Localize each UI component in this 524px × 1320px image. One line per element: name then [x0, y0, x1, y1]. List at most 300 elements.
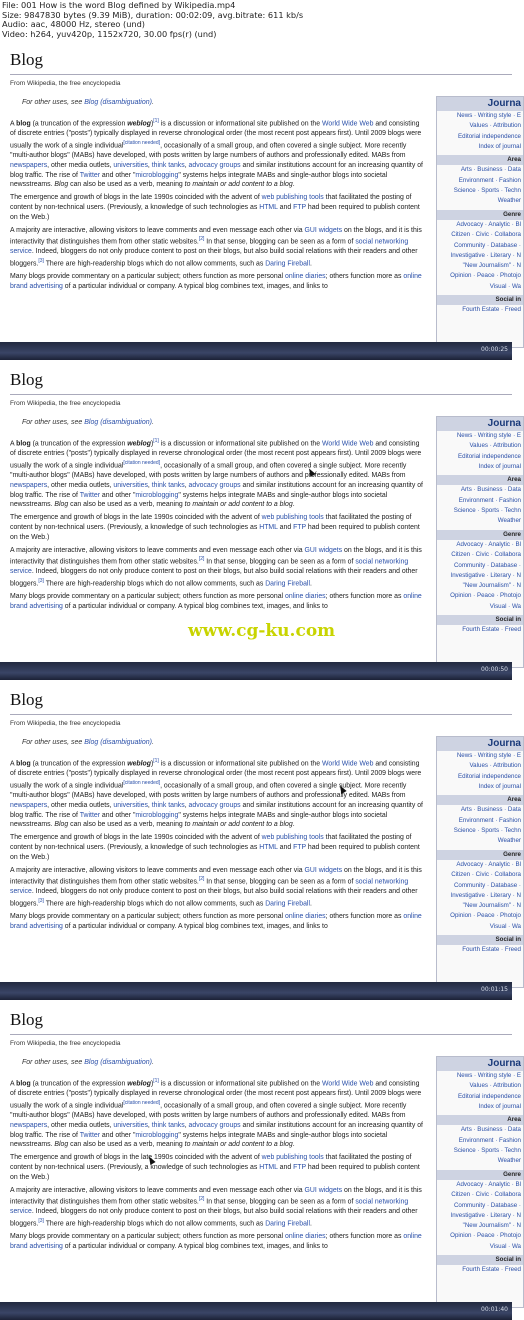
- link-daring-fireball[interactable]: Daring Fireball: [265, 260, 310, 268]
- text: had been required to publish content on the Web.): [10, 203, 420, 221]
- text: (a truncation of the expression: [30, 120, 128, 128]
- citation-link[interactable]: [1]: [153, 758, 159, 764]
- infobox-links[interactable]: Weather: [497, 1157, 521, 1165]
- link-online-brand-advertising[interactable]: online brand advertising: [10, 1233, 422, 1251]
- text: ): [150, 760, 154, 768]
- link-online-diaries[interactable]: online diaries: [285, 1233, 326, 1241]
- infobox-links[interactable]: Advocacy · Analytic · Bl: [456, 860, 521, 868]
- text: In that sense, blogging can be seen as a form of: [204, 238, 356, 246]
- link-daring-fireball[interactable]: Daring Fireball: [265, 580, 310, 588]
- hatnote-text: For other uses, see: [22, 1059, 85, 1066]
- link-think-tanks[interactable]: think tanks: [151, 481, 185, 489]
- text: There are high-readership blogs which do not allow comments, such as: [43, 1220, 266, 1228]
- infobox-links[interactable]: Editorial independence: [458, 452, 521, 460]
- journalism-infobox: [436, 96, 524, 348]
- text: is a discussion or informational site published on the: [158, 440, 322, 448]
- infobox-links[interactable]: Community · Database ·: [453, 1201, 521, 1209]
- infobox-links[interactable]: Opinion · Peace · Photojo: [450, 1232, 521, 1240]
- link-web-publishing-tools[interactable]: web publishing tools: [261, 194, 324, 202]
- text: .: [310, 900, 312, 908]
- journalism-infobox: [436, 416, 524, 668]
- audio-info-line: Audio: aac, 48000 Hz, stereo (und): [2, 19, 145, 30]
- text: .: [310, 260, 312, 268]
- text: Many blogs provide commentary on a particular subject; others function as more personal: [10, 593, 285, 601]
- text: A: [10, 120, 17, 128]
- infobox-section-genres: Genre: [437, 530, 523, 540]
- text: Many blogs provide commentary on a particular subject; others function as more personal: [10, 1233, 285, 1241]
- infobox-section-areas: Area: [437, 475, 523, 485]
- italic-phrase: to maintain or add content to a blog: [184, 1141, 293, 1149]
- article-body: [10, 437, 426, 615]
- citation-link[interactable]: [2]: [198, 236, 205, 243]
- infobox-links[interactable]: "New Journalism" · N: [462, 262, 521, 270]
- paragraph-4: [10, 1232, 426, 1252]
- citation-link[interactable]: [1]: [153, 118, 159, 124]
- text: .: [292, 501, 295, 509]
- infobox-title: Journa: [437, 737, 523, 751]
- text: can also be used as a verb, meaning: [68, 1141, 185, 1149]
- link-html[interactable]: HTML: [259, 203, 278, 211]
- infobox-links[interactable]: Science · Sports · Techn: [453, 827, 521, 835]
- text: A: [10, 760, 17, 768]
- text: In that sense, blogging can be seen as a form of: [204, 878, 356, 886]
- link-universities[interactable]: universities: [113, 801, 148, 809]
- link-newspapers[interactable]: newspapers: [10, 481, 48, 489]
- infobox-links[interactable]: Advocacy · Analytic · Bl: [456, 540, 521, 548]
- text: The emergence and growth of blogs in the late 1990s coincided with the advent of: [10, 834, 262, 842]
- text: The emergence and growth of blogs in the late 1990s coincided with the advent of: [10, 194, 262, 202]
- infobox-links[interactable]: Community · Database ·: [453, 241, 521, 249]
- video-frame-2: [0, 360, 521, 680]
- paragraph-2: [10, 193, 426, 222]
- infobox-links[interactable]: Values · Attribution: [469, 1082, 521, 1090]
- page-title: Blog: [10, 690, 44, 709]
- infobox-section-social: Social in: [437, 935, 523, 945]
- video-frame-bar: [0, 1302, 512, 1320]
- infobox-links[interactable]: News · Writing style · E: [456, 112, 521, 119]
- infobox-links[interactable]: Environment · Fashion: [458, 1136, 521, 1144]
- watermark: www.cg-ku.com: [188, 621, 336, 641]
- journalism-infobox: [436, 1056, 524, 1308]
- infobox-title: Journa: [437, 97, 523, 111]
- text: that facilitated the posting of content by non-technical users. (Previously, a knowledge of such technologies as: [10, 514, 412, 531]
- infobox-links[interactable]: Opinion · Peace · Photojo: [450, 272, 521, 280]
- link-microblogging[interactable]: microblogging: [135, 811, 179, 819]
- infobox-links[interactable]: Editorial independence: [458, 1092, 521, 1100]
- italic-term: Blog: [54, 181, 69, 189]
- title-divider: [10, 74, 512, 75]
- infobox-links[interactable]: Investigative · Literary · N: [450, 891, 521, 899]
- text: , occasionally of a small group, and often covered a single subject. More recently "multi-author blogs" (MABs) have developed, with posts written by large numbers of authors and professionally edited. MABs from: [10, 462, 407, 479]
- link-web-publishing-tools[interactable]: web publishing tools: [261, 1154, 324, 1162]
- text: In that sense, blogging can be seen as a form of: [204, 558, 356, 566]
- infobox-links[interactable]: Values · Attribution: [469, 762, 521, 770]
- text: is a discussion or informational site published on the: [158, 1080, 322, 1088]
- infobox-links[interactable]: News · Writing style · E: [456, 752, 521, 759]
- text: A majority are interactive, allowing visitors to leave comments and even message each other via: [10, 226, 305, 234]
- link-universities[interactable]: universities: [113, 161, 148, 169]
- timestamp: 00:01:15: [481, 986, 508, 993]
- link-universities[interactable]: universities: [113, 481, 148, 489]
- timestamp: 00:01:40: [481, 1306, 508, 1313]
- infobox-links[interactable]: Editorial independence: [458, 772, 521, 780]
- infobox-links[interactable]: Visual · Wa: [489, 282, 521, 290]
- text: and other ": [100, 1131, 136, 1139]
- text: of a particular individual or company. A typical blog combines text, images, and links to: [62, 283, 328, 291]
- file-info-header: [0, 0, 512, 40]
- link-web-publishing-tools[interactable]: web publishing tools: [261, 834, 324, 842]
- infobox-section-social: Social in: [437, 295, 523, 305]
- infobox-links[interactable]: Index of journal: [478, 782, 521, 790]
- text: and: [277, 843, 294, 851]
- text: ): [150, 120, 154, 128]
- infobox-links[interactable]: "New Journalism" · N: [462, 902, 521, 910]
- infobox-links[interactable]: Index of journal: [478, 1102, 521, 1110]
- timestamp: 00:00:50: [481, 666, 508, 673]
- text: of a particular individual or company. A typical blog combines text, images, and links to: [62, 923, 328, 931]
- infobox-section-genres: Genre: [437, 850, 523, 860]
- text: had been required to publish content on the Web.): [10, 523, 420, 541]
- link-think-tanks[interactable]: think tanks: [151, 1121, 185, 1129]
- text: .: [292, 1141, 295, 1149]
- paragraph-1: [10, 757, 426, 830]
- journalism-infobox: [436, 736, 524, 988]
- text: . Indeed, bloggers do not only produce content to post on their blogs, but also build social relations with their readers and other bloggers.: [10, 568, 418, 588]
- infobox-links[interactable]: Investigative · Literary · N: [450, 1211, 521, 1219]
- wikipedia-page: [0, 360, 521, 662]
- hatnote-text: For other uses, see: [22, 419, 85, 426]
- text: (a truncation of the expression: [30, 1080, 128, 1088]
- paragraph-3: [10, 226, 426, 270]
- title-divider: [10, 394, 512, 395]
- citation-link[interactable]: [2]: [198, 1196, 205, 1203]
- citation-needed[interactable]: [citation needed]: [123, 139, 161, 146]
- infobox-links[interactable]: Citizen · Civic · Collabora: [451, 231, 521, 239]
- infobox-title: Journa: [437, 417, 523, 431]
- text: on the blogs, and it is this interactivity that distinguishes them from other static websites.: [10, 1186, 422, 1206]
- citation-link[interactable]: [2]: [198, 876, 205, 883]
- infobox-title: Journa: [437, 1057, 523, 1071]
- video-info-line: Video: h264, yuv420p, 1152x720, 30.00 fps(r) (und): [2, 28, 217, 39]
- link-advocacy-groups[interactable]: advocacy groups: [188, 481, 241, 489]
- link-daring-fireball[interactable]: Daring Fireball: [265, 900, 310, 908]
- link-think-tanks[interactable]: think tanks: [151, 161, 185, 169]
- text: and similar institutions account for an increasing quantity of blog traffic. The rise of: [10, 481, 423, 499]
- text: , other media outlets,: [47, 801, 114, 809]
- link-twitter[interactable]: Twitter: [79, 1131, 101, 1139]
- link-social-networking-service[interactable]: social networking service: [10, 1198, 409, 1216]
- link-gui[interactable]: GUI: [304, 866, 317, 874]
- link-world-wide-web[interactable]: World Wide Web: [321, 440, 374, 448]
- timestamp: 00:00:25: [481, 346, 508, 353]
- link-ftp[interactable]: FTP: [293, 843, 306, 851]
- link-microblogging[interactable]: microblogging: [135, 171, 179, 179]
- text: In that sense, blogging can be seen as a form of: [204, 1198, 356, 1206]
- video-frame-1: [0, 40, 521, 360]
- link-widgets[interactable]: widgets: [318, 1186, 343, 1194]
- link-social-networking-service[interactable]: social networking service: [10, 238, 409, 256]
- paragraph-1: [10, 117, 426, 190]
- article-body: [10, 1077, 426, 1255]
- text: " systems helps integrate MABs and single-author blogs into societal newsstreams.: [10, 811, 388, 829]
- text: ,: [184, 161, 189, 169]
- infobox-links[interactable]: Visual · Wa: [489, 602, 521, 610]
- text: . Indeed, bloggers do not only produce content to post on their blogs, but also build social relations with their readers and other bloggers.: [10, 248, 418, 268]
- text: ): [150, 1080, 154, 1088]
- wikipedia-page: [0, 40, 521, 342]
- bold-term: blog: [16, 440, 31, 448]
- wikipedia-page: [0, 680, 521, 982]
- infobox-links[interactable]: Fourth Estate · Freed: [462, 946, 521, 954]
- infobox-links[interactable]: Weather: [497, 197, 521, 205]
- text: ,: [147, 1121, 152, 1129]
- link-newspapers[interactable]: newspapers: [10, 1121, 48, 1129]
- infobox-links[interactable]: Science · Sports · Techn: [453, 507, 521, 515]
- paragraph-2: [10, 833, 426, 862]
- text: " systems helps integrate MABs and single-author blogs into societal newsstreams.: [10, 491, 388, 509]
- italic-term: Blog: [54, 821, 69, 829]
- infobox-links[interactable]: Investigative · Literary · N: [450, 251, 521, 259]
- hatnote: [22, 1059, 154, 1066]
- infobox-links[interactable]: Fourth Estate · Freed: [462, 626, 521, 634]
- paragraph-3: [10, 866, 426, 910]
- text: , occasionally of a small group, and often covered a single subject. More recently "multi-author blogs" (MABs) have developed, with posts written by large numbers of authors and professionally edited. MABs from: [10, 782, 407, 799]
- paragraph-4: [10, 592, 426, 612]
- link-microblogging[interactable]: microblogging: [135, 1131, 179, 1139]
- link-advocacy-groups[interactable]: advocacy groups: [188, 801, 241, 809]
- hatnote-period: .: [151, 419, 154, 426]
- link-online-diaries[interactable]: online diaries: [285, 593, 326, 601]
- text: , occasionally of a small group, and often covered a single subject. More recently "multi-author blogs" (MABs) have developed, with posts written by large numbers of authors and professionally edited. MABs from: [10, 1102, 407, 1119]
- text: and other ": [100, 811, 136, 819]
- link-online-diaries[interactable]: online diaries: [285, 273, 326, 281]
- citation-needed[interactable]: [citation needed]: [123, 779, 161, 786]
- infobox-links[interactable]: Visual · Wa: [489, 922, 521, 930]
- text: of a particular individual or company. A typical blog combines text, images, and links to: [62, 1243, 328, 1251]
- text: , other media outlets,: [47, 161, 114, 169]
- infobox-links[interactable]: Fourth Estate · Freed: [462, 306, 521, 314]
- wikipedia-page: [0, 1000, 521, 1302]
- link-gui[interactable]: GUI: [304, 1186, 317, 1194]
- link-ftp[interactable]: FTP: [293, 1163, 306, 1171]
- title-divider: [10, 714, 512, 715]
- citation-link[interactable]: [2]: [198, 556, 205, 563]
- bold-italic-term: weblog: [127, 440, 151, 448]
- hatnote: [22, 419, 154, 426]
- infobox-links[interactable]: Advocacy · Analytic · Bl: [456, 220, 521, 228]
- link-universities[interactable]: universities: [113, 1121, 148, 1129]
- text: can also be used as a verb, meaning: [68, 821, 185, 829]
- link-microblogging[interactable]: microblogging: [135, 491, 179, 499]
- citation-needed[interactable]: [citation needed]: [123, 459, 161, 466]
- infobox-links[interactable]: Editorial independence: [458, 132, 521, 140]
- link-widgets[interactable]: widgets: [318, 226, 343, 234]
- link-world-wide-web[interactable]: World Wide Web: [321, 760, 374, 768]
- link-twitter[interactable]: Twitter: [79, 811, 101, 819]
- infobox-links[interactable]: Weather: [497, 837, 521, 845]
- text: on the blogs, and it is this interactivity that distinguishes them from other static websites.: [10, 226, 422, 246]
- infobox-links[interactable]: News · Writing style · E: [456, 1072, 521, 1079]
- text: and similar institutions account for an increasing quantity of blog traffic. The rise of: [10, 1121, 423, 1139]
- paragraph-4: [10, 912, 426, 932]
- text: A majority are interactive, allowing visitors to leave comments and even message each other via: [10, 546, 305, 554]
- link-gui[interactable]: GUI: [304, 546, 317, 554]
- infobox-links[interactable]: Investigative · Literary · N: [450, 571, 521, 579]
- infobox-links[interactable]: Science · Sports · Techn: [453, 187, 521, 195]
- text: and similar institutions account for an increasing quantity of blog traffic. The rise of: [10, 161, 423, 179]
- tagline: From Wikipedia, the free encyclopedia: [10, 720, 121, 727]
- infobox-links[interactable]: Weather: [497, 517, 521, 525]
- citation-link[interactable]: [3]: [38, 1218, 44, 1225]
- infobox-links[interactable]: "New Journalism" · N: [462, 582, 521, 590]
- text: that facilitated the posting of content by non-technical users. (Previously, a knowledge of such technologies as: [10, 834, 412, 851]
- disambiguation-link[interactable]: Blog (disambiguation): [84, 419, 152, 426]
- hatnote: [22, 739, 154, 746]
- infobox-links[interactable]: Fourth Estate · Freed: [462, 1266, 521, 1274]
- video-frame-3: [0, 680, 521, 1000]
- text: ,: [147, 481, 152, 489]
- infobox-section-genres: Genre: [437, 210, 523, 220]
- tagline: From Wikipedia, the free encyclopedia: [10, 80, 121, 87]
- link-social-networking-service[interactable]: social networking service: [10, 878, 409, 896]
- text: and consisting of discrete entries ("posts") typically displayed in reverse chronological order (the most recent post appears first). Until 2009 blogs were usually the work of a single individual: [10, 440, 422, 470]
- text: ,: [184, 1121, 189, 1129]
- bold-term: blog: [16, 760, 31, 768]
- citation-needed[interactable]: [citation needed]: [123, 1099, 161, 1106]
- text: (a truncation of the expression: [30, 760, 128, 768]
- bold-term: blog: [16, 120, 31, 128]
- text: and: [277, 523, 294, 531]
- text: ,: [147, 161, 152, 169]
- text: had been required to publish content on the Web.): [10, 1163, 420, 1181]
- infobox-links[interactable]: News · Writing style · E: [456, 432, 521, 439]
- text: Many blogs provide commentary on a particular subject; others function as more personal: [10, 913, 285, 921]
- italic-phrase: to maintain or add content to a blog: [184, 821, 293, 829]
- text: There are high-readership blogs which do not allow comments, such as: [43, 900, 266, 908]
- text: on the blogs, and it is this interactivity that distinguishes them from other static websites.: [10, 546, 422, 566]
- text: ; others function more as: [325, 913, 404, 921]
- article-body: [10, 757, 426, 935]
- text: of a particular individual or company. A typical blog combines text, images, and links to: [62, 603, 328, 611]
- citation-link[interactable]: [3]: [38, 258, 44, 265]
- text: ; others function more as: [325, 273, 404, 281]
- italic-term: Blog: [54, 1141, 69, 1149]
- citation-link[interactable]: [3]: [38, 898, 44, 905]
- text: The emergence and growth of blogs in the late 1990s coincided with the advent of: [10, 1154, 262, 1162]
- link-ftp[interactable]: FTP: [293, 203, 306, 211]
- paragraph-1: [10, 1077, 426, 1150]
- hatnote-period: .: [151, 1059, 154, 1066]
- infobox-links[interactable]: Opinion · Peace · Photojo: [450, 912, 521, 920]
- infobox-links[interactable]: Arts · Business · Data: [460, 806, 521, 814]
- infobox-links[interactable]: Arts · Business · Data: [460, 166, 521, 174]
- infobox-section-areas: Area: [437, 795, 523, 805]
- link-social-networking-service[interactable]: social networking service: [10, 558, 409, 576]
- text: .: [310, 580, 312, 588]
- paragraph-3: [10, 1186, 426, 1230]
- link-twitter[interactable]: Twitter: [79, 491, 101, 499]
- link-world-wide-web[interactable]: World Wide Web: [321, 120, 374, 128]
- infobox-links[interactable]: Citizen · Civic · Collabora: [451, 871, 521, 879]
- link-world-wide-web[interactable]: World Wide Web: [321, 1080, 374, 1088]
- link-newspapers[interactable]: newspapers: [10, 801, 48, 809]
- infobox-links[interactable]: Values · Attribution: [469, 122, 521, 130]
- disambiguation-link[interactable]: Blog (disambiguation): [84, 99, 152, 106]
- link-think-tanks[interactable]: think tanks: [151, 801, 185, 809]
- infobox-links[interactable]: "New Journalism" · N: [462, 1222, 521, 1230]
- infobox-links[interactable]: Arts · Business · Data: [460, 1126, 521, 1134]
- link-online-brand-advertising[interactable]: online brand advertising: [10, 273, 422, 291]
- link-advocacy-groups[interactable]: advocacy groups: [188, 1121, 241, 1129]
- citation-link[interactable]: [1]: [153, 438, 159, 444]
- link-online-brand-advertising[interactable]: online brand advertising: [10, 913, 422, 931]
- infobox-section-areas: Area: [437, 155, 523, 165]
- infobox-links[interactable]: Visual · Wa: [489, 1242, 521, 1250]
- infobox-links[interactable]: Values · Attribution: [469, 442, 521, 450]
- text: and other ": [100, 171, 136, 179]
- infobox-links[interactable]: Arts · Business · Data: [460, 486, 521, 494]
- paragraph-1: [10, 437, 426, 510]
- infobox-links[interactable]: Citizen · Civic · Collabora: [451, 551, 521, 559]
- infobox-links[interactable]: Citizen · Civic · Collabora: [451, 1191, 521, 1199]
- link-online-brand-advertising[interactable]: online brand advertising: [10, 593, 422, 611]
- text: can also be used as a verb, meaning: [68, 181, 185, 189]
- hatnote-period: .: [151, 99, 154, 106]
- link-html[interactable]: HTML: [259, 843, 278, 851]
- link-advocacy-groups[interactable]: advocacy groups: [188, 161, 241, 169]
- link-web-publishing-tools[interactable]: web publishing tools: [261, 514, 324, 522]
- link-daring-fireball[interactable]: Daring Fireball: [265, 1220, 310, 1228]
- link-gui[interactable]: GUI: [304, 226, 317, 234]
- text: .: [310, 1220, 312, 1228]
- citation-link[interactable]: [3]: [38, 578, 44, 585]
- file-name-line: File: 001 How is the word Blog defined by Wikipedia.mp4: [2, 0, 236, 10]
- infobox-links[interactable]: Environment · Fashion: [458, 496, 521, 504]
- paragraph-4: [10, 272, 426, 292]
- link-html[interactable]: HTML: [259, 523, 278, 531]
- infobox-links[interactable]: Community · Database ·: [453, 881, 521, 889]
- link-widgets[interactable]: widgets: [318, 546, 343, 554]
- link-newspapers[interactable]: newspapers: [10, 161, 48, 169]
- infobox-links[interactable]: Community · Database ·: [453, 561, 521, 569]
- text: There are high-readership blogs which do not allow comments, such as: [43, 260, 266, 268]
- link-ftp[interactable]: FTP: [293, 523, 306, 531]
- disambiguation-link[interactable]: Blog (disambiguation): [84, 1059, 152, 1066]
- citation-link[interactable]: [1]: [153, 1078, 159, 1084]
- infobox-links[interactable]: Environment · Fashion: [458, 176, 521, 184]
- infobox-links[interactable]: Science · Sports · Techn: [453, 1147, 521, 1155]
- infobox-links[interactable]: Index of journal: [478, 462, 521, 470]
- infobox-links[interactable]: Environment · Fashion: [458, 816, 521, 824]
- text: " systems helps integrate MABs and single-author blogs into societal newsstreams.: [10, 1131, 388, 1149]
- video-frame-4: [0, 1000, 521, 1320]
- text: , occasionally of a small group, and often covered a single subject. More recently "multi-author blogs" (MABs) have developed, with posts written by large numbers of authors and professionally edited. MABs from: [10, 142, 407, 159]
- infobox-links[interactable]: Index of journal: [478, 142, 521, 150]
- infobox-section-social: Social in: [437, 615, 523, 625]
- link-html[interactable]: HTML: [259, 1163, 278, 1171]
- text: and consisting of discrete entries ("posts") typically displayed in reverse chronological order (the most recent post appears first). Until 2009 blogs were usually the work of a single individual: [10, 120, 422, 150]
- text: , other media outlets,: [47, 481, 114, 489]
- italic-phrase: to maintain or add content to a blog: [184, 181, 293, 189]
- link-twitter[interactable]: Twitter: [79, 171, 101, 179]
- infobox-links[interactable]: Advocacy · Analytic · Bl: [456, 1180, 521, 1188]
- text: . Indeed, bloggers do not only produce content to post on their blogs, but also build social relations with their readers and other bloggers.: [10, 888, 418, 908]
- disambiguation-link[interactable]: Blog (disambiguation): [84, 739, 152, 746]
- infobox-links[interactable]: Opinion · Peace · Photojo: [450, 592, 521, 600]
- link-widgets[interactable]: widgets: [318, 866, 343, 874]
- link-online-diaries[interactable]: online diaries: [285, 913, 326, 921]
- bold-italic-term: weblog: [127, 1080, 151, 1088]
